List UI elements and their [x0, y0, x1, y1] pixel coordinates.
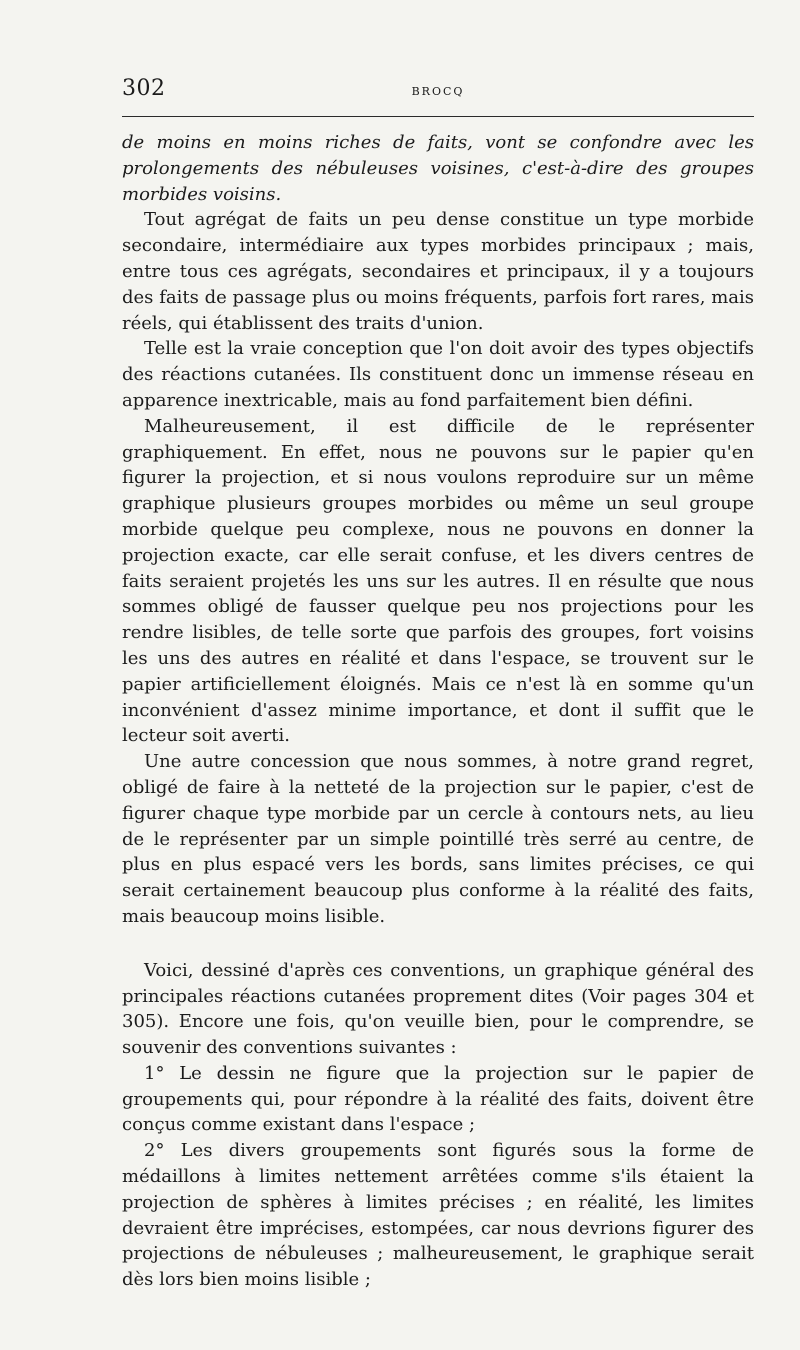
body-text [122, 130, 754, 1293]
paragraph: Tout agrégat de faits un peu dense constitue un type morbide secondaire, intermédiaire aux types morbides principaux ; mais, entre tous ces agrégats, secondaires et principaux, il y a toujours des faits de passage plus ou moins fréquents, parfois fort rares, mais réels, qui établissent des traits d'union. [122, 209, 754, 334]
paragraph: Malheureusement, il est difficile de le représenter graphiquement. En effet, nous ne pouvons sur le papier qu'en figurer la projection, et si nous voulons reproduire sur un même graphique plusieurs groupes morbides ou même un seul groupe morbide quelque peu complexe, nous ne pouvons en donner la projection exacte, car elle serait confuse, et les divers centres de faits seraient projetés les uns sur les autres. Il en résulte que nous sommes obligé de fausser quelque peu nos projections pour les rendre lisibles, de telle sorte que parfois des groupes, fort voisins les uns des autres en réalité et dans l'espace, se trouvent sur le papier artificiellement éloignés. Mais ce n'est là en somme qu'un inconvénient d'assez minime importance, et dont il suffit que le lecteur soit averti. [122, 415, 754, 747]
page-number: 302 [122, 76, 166, 101]
running-head: BROCQ [411, 85, 465, 98]
paragraph-continuation: de moins en moins riches de faits, vont se confondre avec les prolongements des nébuleuses voisines, c'est-à-dire des groupes morbides voisins. [122, 132, 754, 205]
list-item-convention-2: 2° Les divers groupements sont figurés sous la forme de médaillons à limites nettement arrêtées comme s'ils étaient la projection de sphères à limites précises ; en réalité, les limites devraient être imprécises, estompées, car nous devrions figurer des projections de nébuleuses ; malheureusement, le graphique serait dès lors bien moins lisible ; [122, 1140, 754, 1291]
list-item-convention-1: 1° Le dessin ne figure que la projection sur le papier de groupements qui, pour répondre à la réalité des faits, doivent être conçus comme existant dans l'espace ; [122, 1062, 754, 1136]
paragraph: Voici, dessiné d'après ces conventions, un graphique général des principales réactions cutanées proprement dites (Voir pages 304 et 305). Encore une fois, qu'on veuille bien, pour le comprendre, se souvenir des conventions suivantes : [122, 959, 754, 1059]
page-header [122, 76, 754, 117]
paragraph: Telle est la vraie conception que l'on doit avoir des types objectifs des réactions cutanées. Ils constituent donc un immense réseau en apparence inextricable, mais au fond parfaitement bien défini. [122, 338, 754, 411]
paragraph: Une autre concession que nous sommes, à notre grand regret, obligé de faire à la netteté de la projection sur le papier, c'est de figurer chaque type morbide par un cercle à contours nets, au lieu de le représenter par un simple pointillé très serré au centre, de plus en plus espacé vers les bords, sans limites précises, ce qui serait certainement beaucoup plus conforme à la réalité des faits, mais beaucoup moins lisible. [122, 751, 754, 927]
